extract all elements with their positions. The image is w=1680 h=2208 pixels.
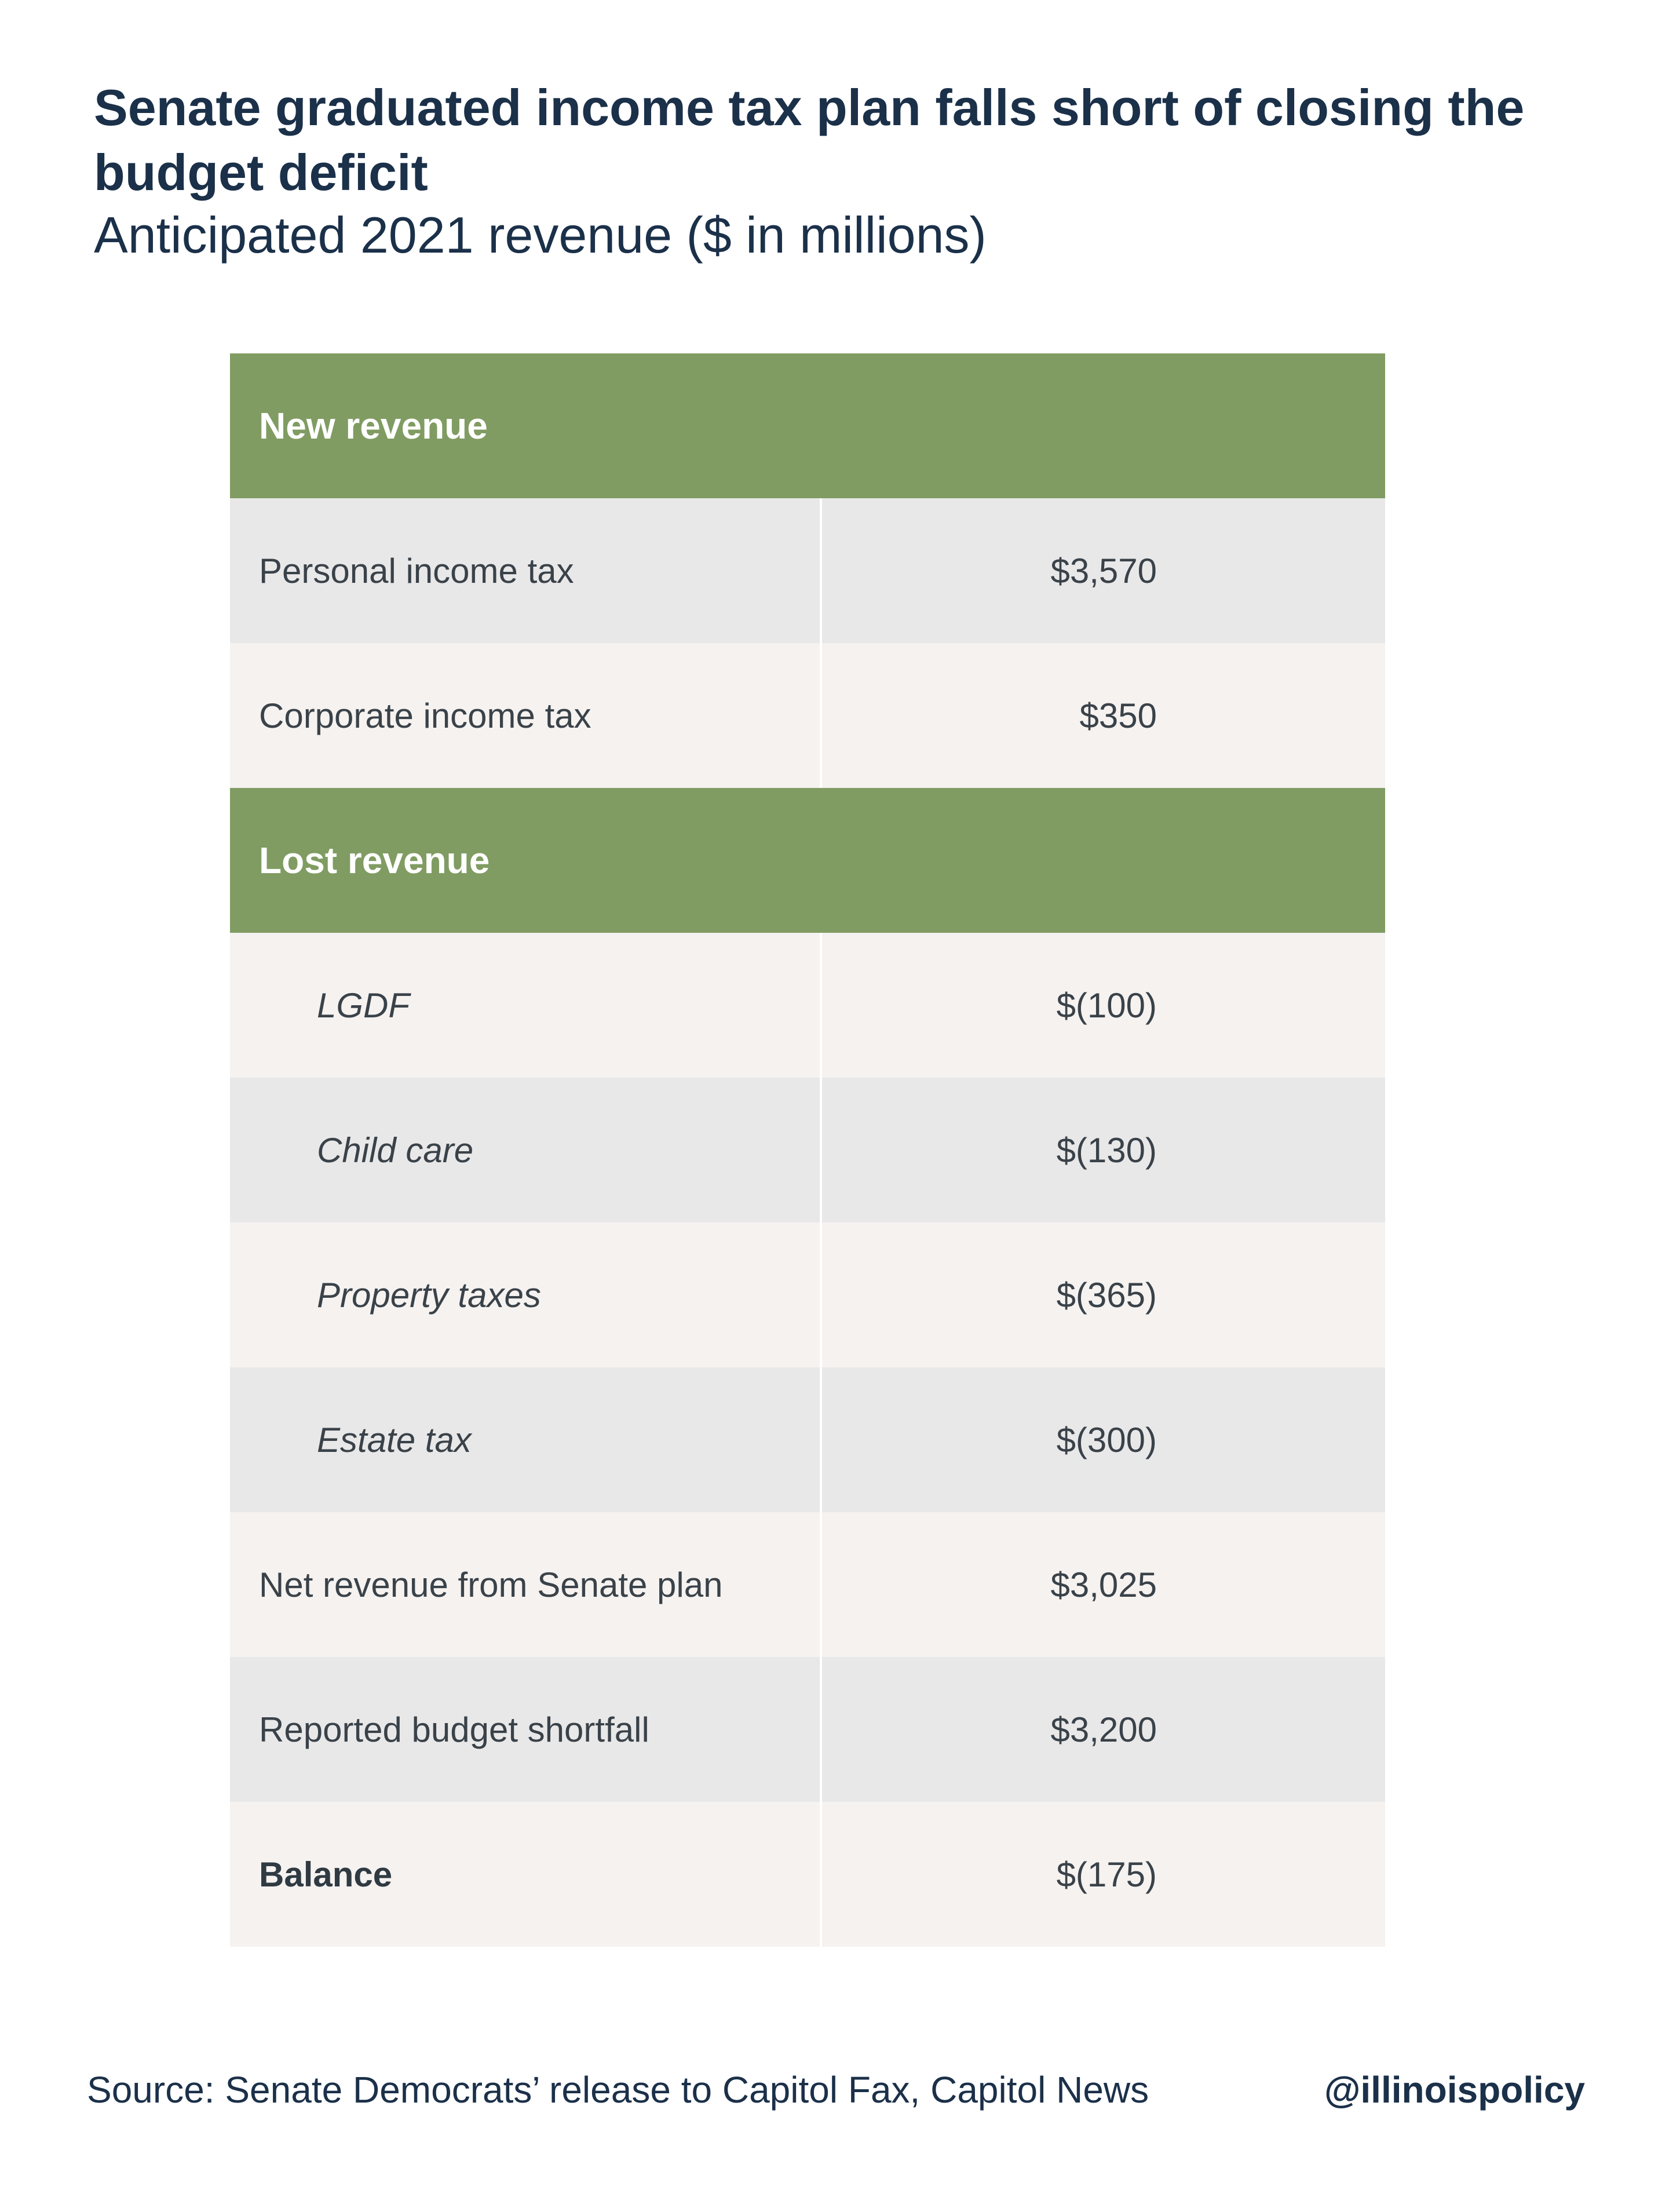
table-row bbox=[230, 1367, 1385, 1512]
revenue-table bbox=[230, 353, 1385, 1947]
section-label: Lost revenue bbox=[259, 840, 490, 881]
row-value: $3,570 bbox=[1050, 551, 1157, 590]
table-row bbox=[230, 1222, 1385, 1367]
row-value: $3,025 bbox=[1050, 1565, 1157, 1604]
row-label: Net revenue from Senate plan bbox=[230, 1512, 822, 1657]
table-row bbox=[230, 1512, 1385, 1657]
row-label: Property taxes bbox=[230, 1222, 822, 1367]
row-label: Child care bbox=[230, 1078, 822, 1222]
row-label: Corporate income tax bbox=[230, 643, 822, 788]
table-row bbox=[230, 1078, 1385, 1222]
row-label: Reported budget shortfall bbox=[230, 1657, 822, 1802]
row-value: $(100) bbox=[1056, 986, 1157, 1025]
source-note: Source: Senate Democrats’ release to Capitol Fax, Capitol News bbox=[87, 2069, 1149, 2111]
table-row bbox=[230, 1657, 1385, 1802]
page-subtitle: Anticipated 2021 revenue ($ in millions) bbox=[94, 206, 987, 264]
row-value: $(130) bbox=[1056, 1130, 1157, 1170]
social-handle: @illinoispolicy bbox=[1324, 2069, 1585, 2111]
row-label: Estate tax bbox=[230, 1367, 822, 1512]
row-value: $(300) bbox=[1056, 1420, 1157, 1459]
row-value: $(365) bbox=[1056, 1275, 1157, 1315]
row-label: Balance bbox=[230, 1802, 822, 1947]
table-row bbox=[230, 498, 1385, 643]
section-label: New revenue bbox=[259, 405, 488, 447]
table-row bbox=[230, 933, 1385, 1078]
row-value: $350 bbox=[1079, 696, 1157, 735]
row-label: LGDF bbox=[230, 933, 822, 1078]
page-title: Senate graduated income tax plan falls short of closing the budget deficit bbox=[94, 79, 1525, 201]
section-header-new-revenue bbox=[230, 353, 1385, 498]
row-value: $3,200 bbox=[1050, 1710, 1157, 1749]
section-header-lost-revenue bbox=[230, 788, 1385, 933]
row-value: $(175) bbox=[1056, 1855, 1157, 1894]
table-row-balance bbox=[230, 1802, 1385, 1947]
table-row bbox=[230, 643, 1385, 788]
row-label: Personal income tax bbox=[230, 498, 822, 643]
